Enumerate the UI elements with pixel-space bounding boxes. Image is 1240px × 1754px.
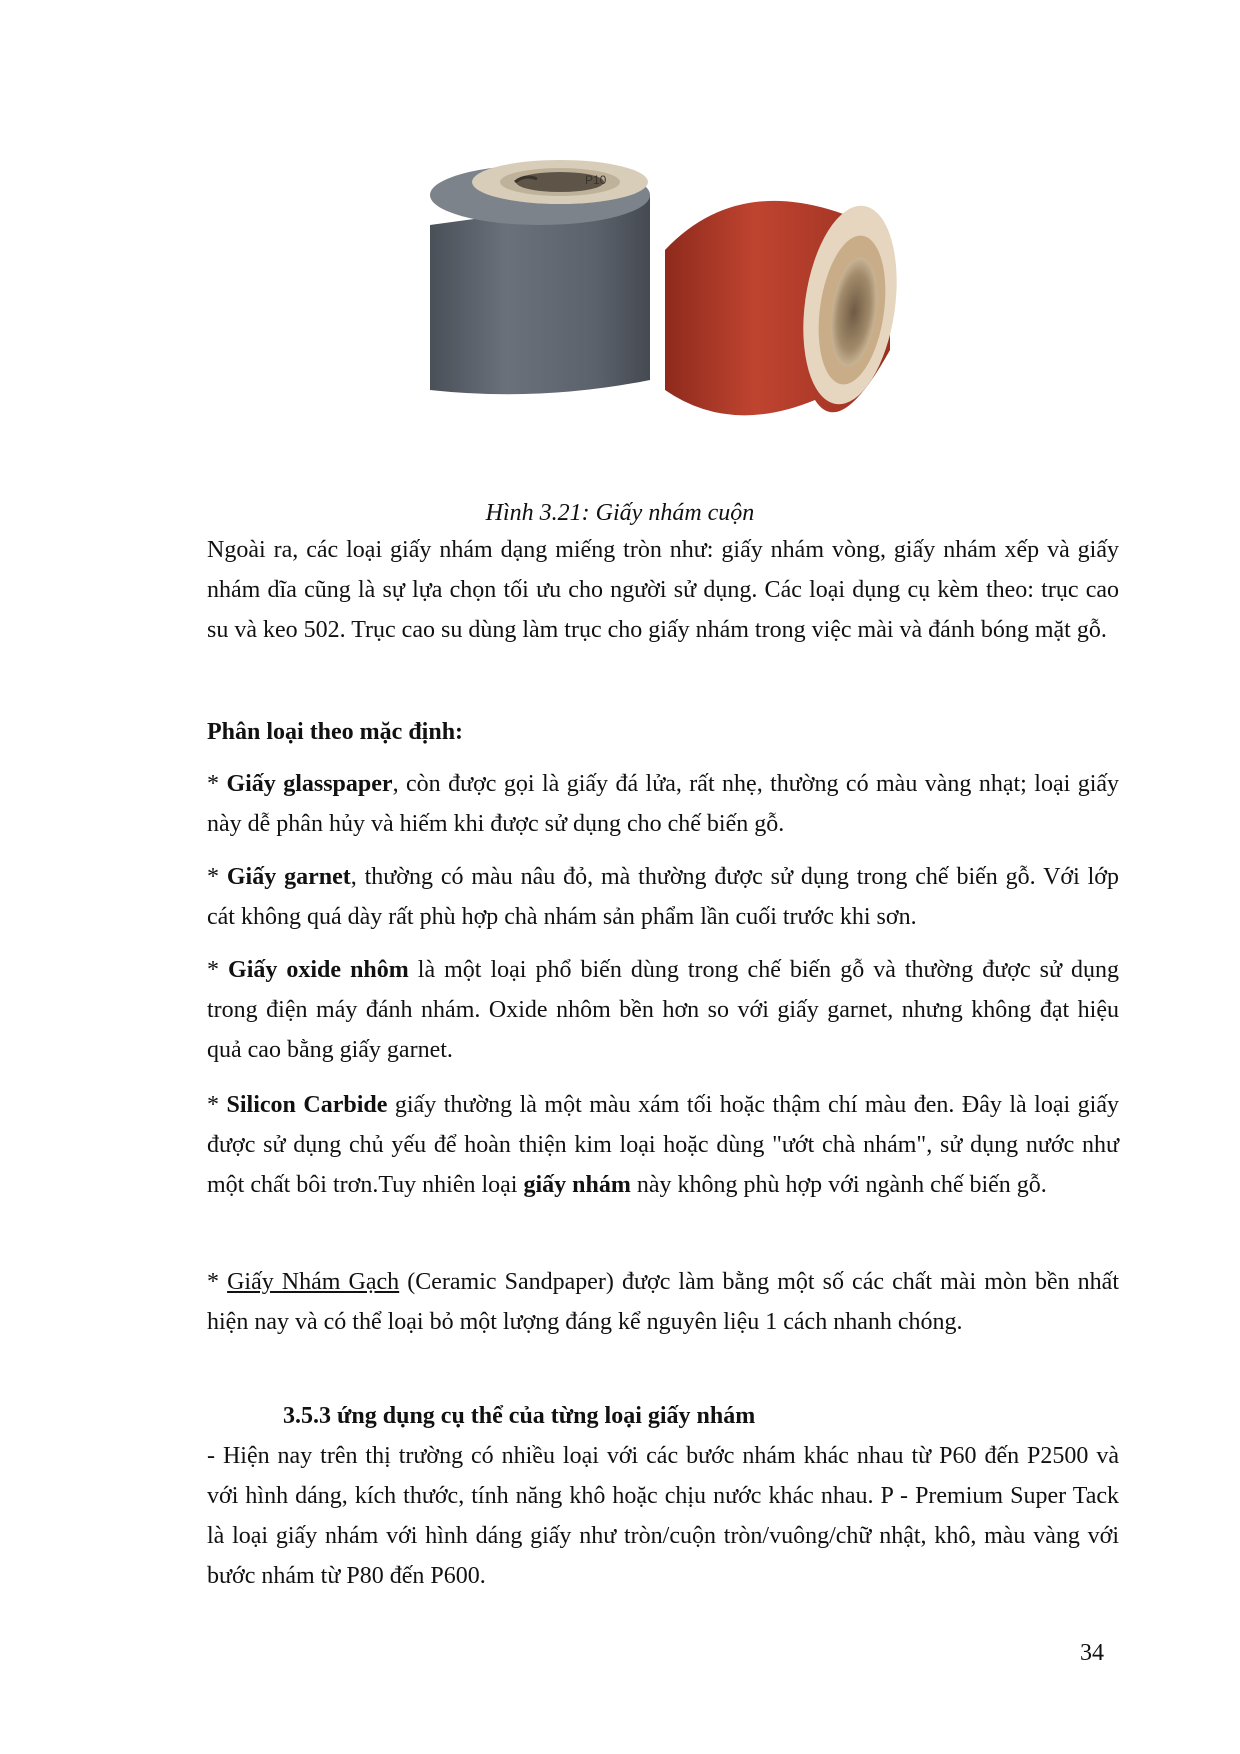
intro-paragraph: Ngoài ra, các loại giấy nhám dạng miếng tròn như: giấy nhám vòng, giấy nhám xếp và giấy nhám dĩa cũng là sự lựa chọn tối ưu cho người sử dụng. Các loại dụng cụ kèm theo: trục cao su và keo 502. Trục cao su dùng làm trục cho giấy nhám trong việc mài và đánh bóng mặt gỗ. <box>207 537 1119 643</box>
list-item: * Giấy Nhám Gạch (Ceramic Sandpaper) được làm bằng một số các chất mài mòn bền nhất hiện nay và có thể loại bỏ một lượng đáng kể nguyên liệu 1 cách nhanh chóng. <box>207 1269 1119 1335</box>
grey-sandpaper-roll <box>430 160 650 394</box>
section-paragraph: - Hiện nay trên thị trường có nhiều loại với các bước nhám khác nhau từ P60 đến P2500 và với hình dáng, kích thước, tính năng khô hoặc chịu nước khác nhau. P - Premium Super Tack là loại giấy nhám với hình dáng giấy như tròn/cuộn tròn/vuông/chữ nhật, khô, màu vàng với bước nhám từ P80 đến P600. <box>207 1443 1119 1589</box>
sandpaper-rolls-image <box>420 140 980 460</box>
section-heading: 3.5.3 ứng dụng cụ thể của từng loại giấy nhám <box>283 1403 756 1429</box>
figure-caption: Hình 3.21: Giấy nhám cuộn <box>485 500 755 526</box>
list-item: * Giấy oxide nhôm là một loại phổ biến dùng trong chế biến gỗ và thường được sử dụng trong điện máy đánh nhám. Oxide nhôm bền hơn so với giấy garnet, nhưng không đạt hiệu quả cao bằng giấy garnet. <box>207 957 1120 1063</box>
roll-print-label: P10 <box>585 173 607 187</box>
list-item: * Giấy garnet, thường có màu nâu đỏ, mà thường được sử dụng trong chế biến gỗ. Với lớp cát không quá dày rất phù hợp chà nhám sản phẩm lần cuối trước khi sơn. <box>207 864 1120 930</box>
list-item: * Giấy glasspaper, còn được gọi là giấy đá lửa, rất nhẹ, thường có màu vàng nhạt; loại giấy này dễ phân hủy và hiếm khi được sử dụng cho chế biến gỗ. <box>207 771 1120 837</box>
red-sandpaper-roll <box>665 200 908 416</box>
ceramic-sandpaper-link[interactable]: Giấy Nhám Gạch <box>227 1269 400 1295</box>
figure-sandpaper-rolls <box>420 140 980 460</box>
page-number: 34 <box>1080 1640 1104 1666</box>
list-item: * Silicon Carbide giấy thường là một màu xám tối hoặc thậm chí màu đen. Đây là loại giấy được sử dụng chủ yếu để hoàn thiện kim loại hoặc dùng "ướt chà nhám", sử dụng nước như một chất bôi trơn.Tuy nhiên loại giấy nhám này không phù hợp với ngành chế biến gỗ. <box>207 1092 1119 1198</box>
classification-heading: Phân loại theo mặc định: <box>207 719 464 745</box>
